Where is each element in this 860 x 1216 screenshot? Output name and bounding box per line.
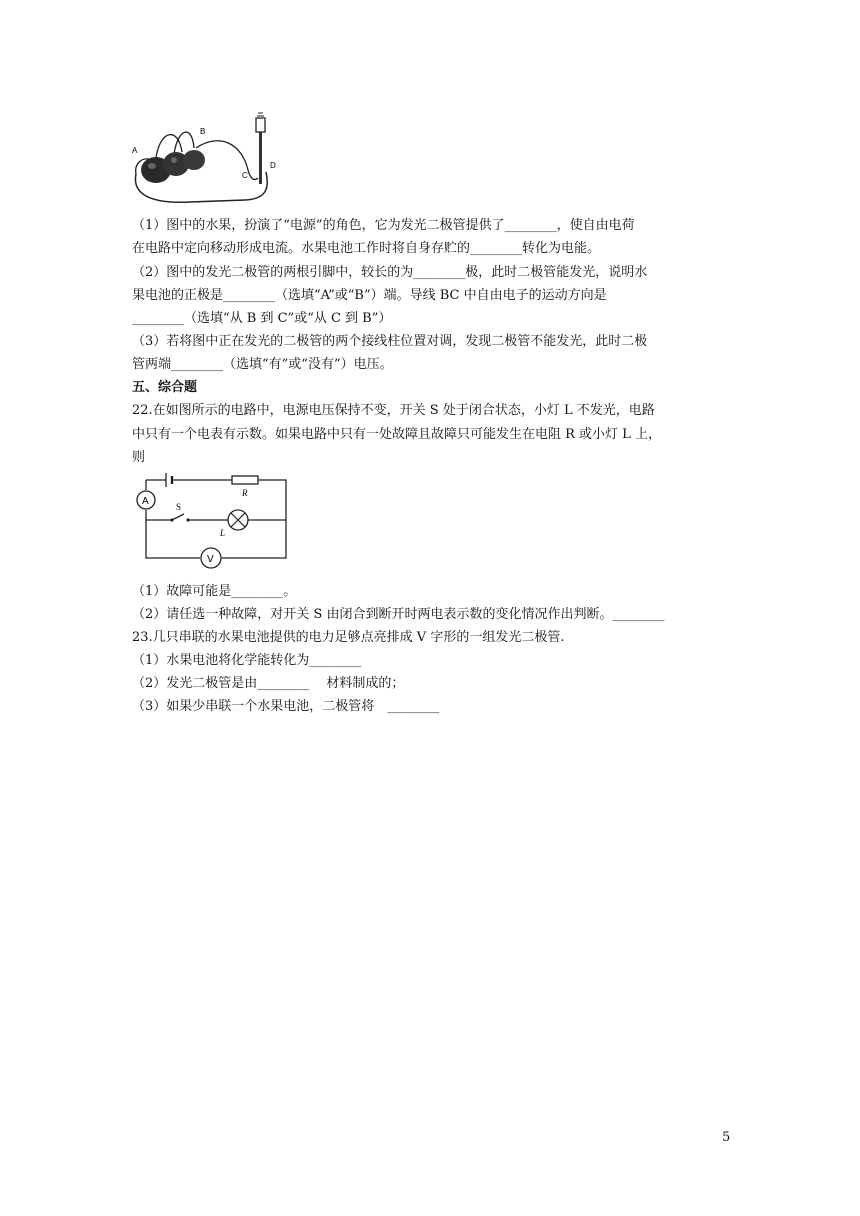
fruit-battery-figure: [130, 112, 285, 207]
q22-stem-3: 则: [132, 450, 146, 465]
label-b: B: [200, 127, 206, 136]
label-ammeter: A: [142, 496, 149, 507]
q23-part-1: （1）水果电池将化学能转化为________: [132, 653, 362, 668]
q23-stem: 23.几只串联的水果电池提供的电力足够点亮排成 V 字形的一组发光二极管.: [132, 630, 565, 645]
led-stand: [259, 132, 262, 184]
q22-stem-1: 22.在如图所示的电路中，电源电压保持不变，开关 S 处于闭合状态，小灯 L 不发光，电路: [132, 403, 655, 418]
q22-part-1: （1）故障可能是________。: [132, 584, 297, 599]
q21-line-6: （3）若将图中正在发光的二极管的两个接线柱位置对调，发现二极管不能发光，此时二极: [132, 334, 648, 349]
q21-line-1: （1）图中的水果，扮演了“电源”的角色，它为发光二极管提供了________，使自由电荷: [132, 218, 635, 233]
q22-stem-2: 中只有一个电表有示数。如果电路中只有一处故障且故障只可能发生在电阻 R 或小灯 L 上，: [132, 427, 661, 442]
resistor: [232, 476, 258, 484]
fruit-3: [183, 150, 205, 170]
q21-line-2: 在电路中定向移动形成电流。水果电池工作时将自身存贮的________转化为电能。: [132, 241, 601, 256]
q21-line-5: ________（选填“从 B 到 C”或“从 C 到 B”）: [132, 311, 392, 326]
label-lamp: L: [220, 528, 226, 538]
led-bulb: [256, 118, 265, 132]
label-voltmeter: V: [207, 554, 214, 565]
circuit-diagram: [132, 470, 292, 570]
q21-line-3: （2）图中的发光二极管的两根引脚中，较长的为________极，此时二极管能发光，说明水: [132, 265, 648, 280]
label-switch: S: [176, 502, 182, 512]
wire-bc: [196, 141, 258, 180]
q23-part-3: （3）如果少串联一个水果电池，二极管将 ________: [132, 699, 440, 714]
q21-line-7: 管两端________（选填“有”或“没有”）电压。: [132, 357, 393, 372]
label-r: R: [242, 488, 248, 498]
label-c: C: [242, 171, 248, 180]
q23-part-2: （2）发光二极管是由________ 材料制成的；: [132, 676, 405, 691]
label-d: D: [270, 161, 276, 170]
page-number: 5: [722, 1130, 731, 1145]
q22-part-2: （2）请任选一种故障，对开关 S 由闭合到断开时两电表示数的变化情况作出判断。________: [132, 607, 665, 622]
label-a: A: [132, 146, 138, 155]
q21-line-4: 果电池的正极是________（选填“A”或“B”）端。导线 BC 中自由电子的运动方向是: [132, 288, 607, 303]
section-title: 五、综合题: [132, 380, 198, 395]
